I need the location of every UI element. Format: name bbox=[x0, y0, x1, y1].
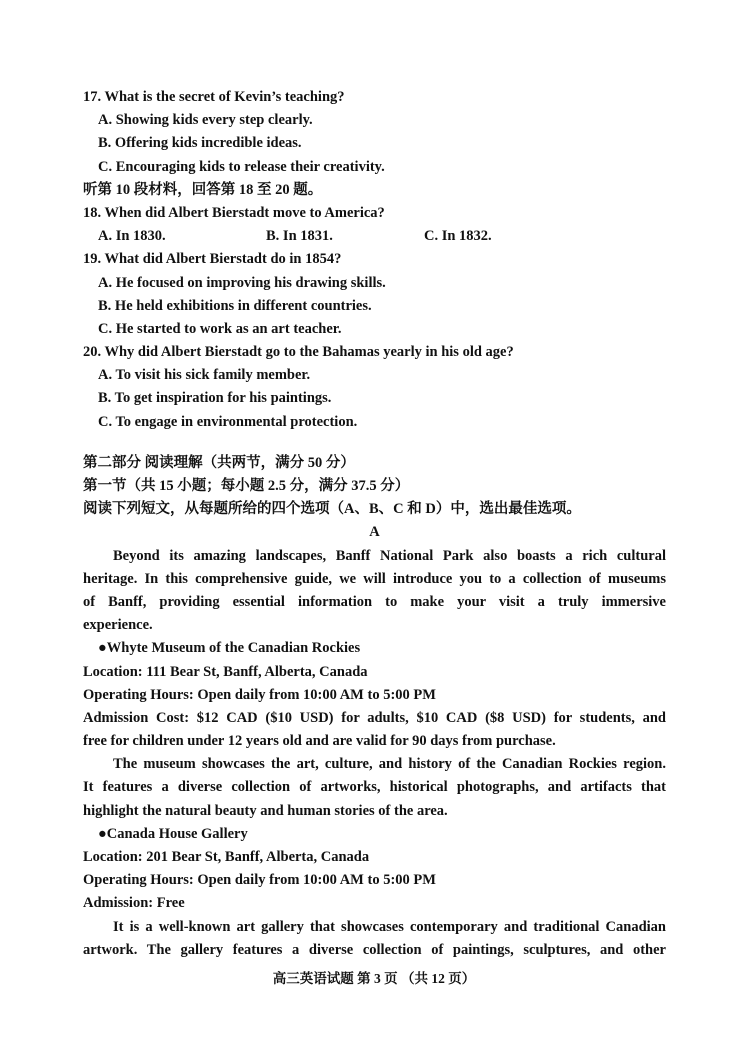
whyte-description-line-3: highlight the natural beauty and human stories of the area. bbox=[83, 802, 448, 819]
intro-line-4: experience. bbox=[83, 617, 153, 634]
question-19-option-c: C. He started to work as an art teacher. bbox=[98, 320, 342, 337]
reading-instruction: 阅读下列短文，从每题所给的四个选项（A、B、C 和 D）中，选出最佳选项。 bbox=[83, 501, 581, 518]
canada-house-admission: Admission: Free bbox=[83, 895, 185, 912]
whyte-museum-heading: ●Whyte Museum of the Canadian Rockies bbox=[98, 640, 361, 657]
question-18-option-a: A. In 1830. bbox=[98, 228, 166, 245]
question-17-stem: 17. What is the secret of Kevin’s teaching? bbox=[83, 89, 345, 105]
question-19-option-a: A. He focused on improving his drawing skills. bbox=[98, 274, 386, 291]
whyte-hours: Operating Hours: Open daily from 10:00 AM to 5:00 PM bbox=[83, 686, 436, 703]
intro-line-2: heritage. In this comprehensive guide, we will introduce you to a collection of museums bbox=[83, 570, 666, 587]
page-footer: 高三英语试题 第 3 页 （共 12 页） bbox=[272, 971, 476, 986]
canada-house-description-line-1: It is a well-known art gallery that showcases contemporary and traditional Canadian bbox=[113, 918, 666, 935]
passage-label: A bbox=[369, 524, 380, 541]
question-20-option-c: C. To engage in environmental protection. bbox=[98, 413, 358, 430]
material-10-instruction: 听第 10 段材料，回答第 18 至 20 题。 bbox=[83, 181, 323, 198]
exam-page-content bbox=[83, 86, 666, 962]
whyte-admission-line-2: free for children under 12 years old and are valid for 90 days from purchase. bbox=[83, 733, 556, 750]
part-2-title: 第二部分 阅读理解（共两节，满分 50 分） bbox=[83, 454, 355, 471]
canada-house-hours: Operating Hours: Open daily from 10:00 AM to 5:00 PM bbox=[83, 872, 436, 889]
canada-house-location: Location: 201 Bear St, Banff, Alberta, Canada bbox=[83, 849, 370, 865]
whyte-description-line-2: It features a diverse collection of artworks, historical photographs, and artifacts that bbox=[83, 779, 666, 796]
question-18-option-b: B. In 1831. bbox=[266, 228, 333, 245]
question-18-stem: 18. When did Albert Bierstadt move to America? bbox=[83, 204, 385, 221]
intro-line-1: Beyond its amazing landscapes, Banff National Park also boasts a rich cultural bbox=[113, 547, 666, 564]
intro-line-3: of Banff, providing essential information to make your visit a truly immersive bbox=[83, 593, 666, 610]
question-20-option-b: B. To get inspiration for his paintings. bbox=[98, 390, 332, 407]
question-17-option-a: A. Showing kids every step clearly. bbox=[98, 112, 313, 129]
question-17-option-b: B. Offering kids incredible ideas. bbox=[98, 135, 302, 152]
whyte-location: Location: 111 Bear St, Banff, Alberta, Canada bbox=[83, 663, 368, 680]
question-19-option-b: B. He held exhibitions in different countries. bbox=[98, 297, 372, 314]
question-18-options bbox=[83, 225, 666, 248]
section-1-title: 第一节（共 15 小题；每小题 2.5 分，满分 37.5 分） bbox=[83, 478, 410, 494]
question-17-option-c: C. Encouraging kids to release their creativity. bbox=[98, 158, 385, 175]
canada-house-description-line-2: artwork. The gallery features a diverse collection of paintings, sculptures, and other bbox=[83, 941, 666, 958]
question-18-option-c: C. In 1832. bbox=[424, 228, 492, 245]
whyte-admission-line-1: Admission Cost: $12 CAD ($10 USD) for adults, $10 CAD ($8 USD) for students, and bbox=[83, 709, 666, 726]
question-20-option-a: A. To visit his sick family member. bbox=[98, 367, 311, 384]
question-20-stem: 20. Why did Albert Bierstadt go to the Bahamas yearly in his old age? bbox=[83, 344, 514, 361]
canada-house-heading: ●Canada House Gallery bbox=[98, 825, 248, 842]
whyte-description-line-1: The museum showcases the art, culture, and history of the Canadian Rockies region. bbox=[113, 756, 666, 773]
question-19-stem: 19. What did Albert Bierstadt do in 1854? bbox=[83, 251, 342, 268]
